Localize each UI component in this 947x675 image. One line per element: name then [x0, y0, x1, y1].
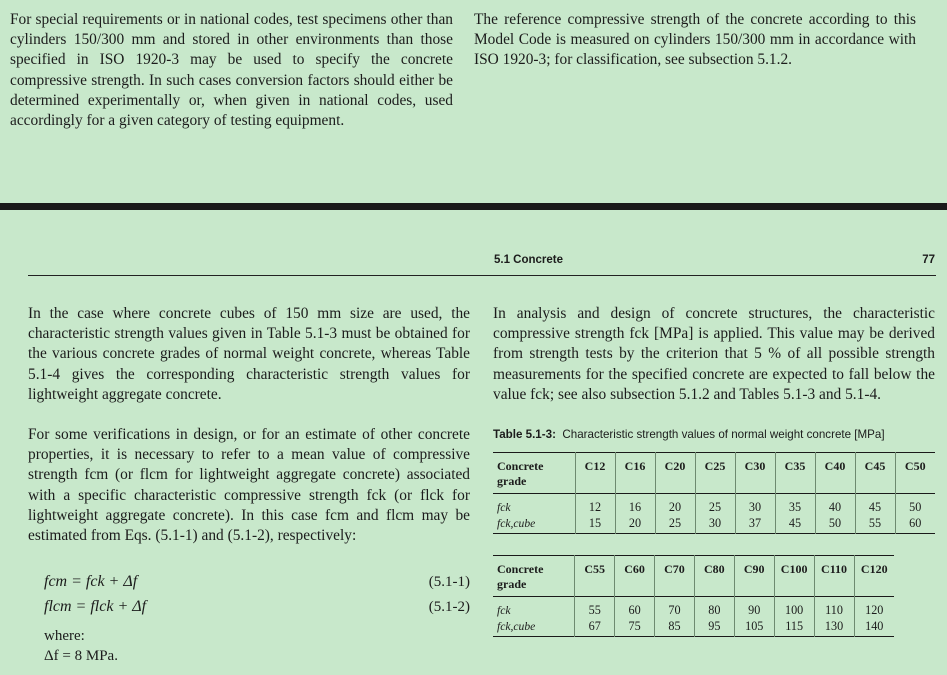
fck-cube-value: 105 — [745, 618, 764, 633]
equation-5-1-2: flcm = flck + Δf — [44, 598, 147, 615]
grade-cell: C16 — [615, 453, 655, 494]
row-label-fck: fck — [497, 604, 511, 617]
header-rule — [28, 275, 936, 276]
equation-number-5-1-1: (5.1-1) — [428, 574, 470, 590]
row-label-fck: fck — [497, 501, 511, 514]
fck-cube-value: 60 — [909, 515, 922, 530]
cube-paragraph: In the case where concrete cubes of 150 mm size are used, the characteristic strength values given in Table 5.1-3 must be obtained for the various concrete grades of normal weight concrete, whereas Table 5.1-4 gives the corresponding characteristic strength values for lightweight aggregate concrete. — [28, 305, 470, 403]
grade-cell: C70 — [655, 556, 695, 597]
top-left-paragraph: For special requirements or in national codes, test specimens other than cylinders 150/300 mm and stored in other environments than those specified in ISO 1920-3 may be used to specify the concrete compressive strength. In such cases conversion factors should either be determined experimentally or, when given in national codes, used accordingly for a given category of testing equipment. — [10, 11, 453, 130]
table-caption — [493, 428, 885, 441]
page-number: 77 — [922, 254, 935, 266]
grade-cell: C55 — [575, 556, 615, 597]
value-cell — [694, 597, 734, 637]
grade-cell: C120 — [854, 556, 894, 597]
value-cell — [814, 597, 854, 637]
top-right-paragraph: The reference compressive strength of the concrete according to this Model Code is measured on cylinders 150/300 mm in accordance with ISO 1920-3; for classification, see subsection 5.1.2. — [474, 11, 916, 69]
characteristic-strength-paragraph: In analysis and design of concrete structures, the characteristic compressive strength fck [MPa] is applied. This value may be derived from strength tests by the criterion that 5 % of all possible strength measurements for the specified concrete are expected to fall below the value fck; see also subsection 5.1.2 and Tables 5.1-3 and 5.1-4. — [493, 305, 935, 403]
fck-value: 12 — [588, 500, 602, 514]
strength-table-part-2 — [493, 555, 894, 637]
value-cell — [615, 597, 655, 637]
fck-cube-value: 67 — [588, 618, 601, 633]
fck-cube-value: 30 — [708, 515, 722, 530]
row-label-fck-cube: fck,cube — [497, 516, 536, 530]
grade-cell: C90 — [734, 556, 774, 597]
strength-table-part-1 — [493, 452, 935, 534]
value-cell — [815, 494, 855, 534]
fck-value: 60 — [628, 603, 641, 617]
fck-value: 25 — [708, 500, 722, 514]
grade-cell: C80 — [694, 556, 734, 597]
grade-cell: C40 — [815, 453, 855, 494]
table-header-row — [493, 556, 894, 597]
section-heading: 5.1 Concrete — [494, 254, 564, 266]
fck-value: 110 — [825, 603, 843, 617]
fck-value: 35 — [788, 500, 802, 514]
row-header-concrete-grade: Concrete grade — [497, 459, 544, 488]
fck-value: 100 — [784, 603, 804, 617]
value-cell — [655, 494, 695, 534]
value-cell — [575, 494, 615, 534]
grade-cell: C20 — [655, 453, 695, 494]
where-label: where: — [44, 628, 85, 644]
table-value-row — [493, 494, 935, 534]
fck-value: 30 — [748, 500, 762, 514]
value-cell — [855, 494, 895, 534]
fck-value: 120 — [865, 603, 884, 617]
fck-cube-value: 15 — [588, 515, 602, 530]
table-header-row — [493, 453, 935, 494]
grade-cell: C35 — [775, 453, 815, 494]
fck-value: 16 — [628, 500, 642, 514]
mean-strength-paragraph: For some verifications in design, or for an estimate of other concrete properties, it is necessary to refer to a mean value of compressive strength fcm (or flcm for lightweight aggregate concrete) associated with a specific characteristic compressive strength fck (or flck for lightweight aggregate concrete). In this case fcm and flcm may be estimated from Eqs. (5.1-1) and (5.1-2), respectively: — [28, 426, 470, 545]
grade-cell: C110 — [814, 556, 854, 597]
fck-cube-value: 95 — [708, 618, 721, 633]
table-value-row — [493, 597, 894, 637]
fck-value: 90 — [748, 603, 761, 617]
grade-cell: C60 — [615, 556, 655, 597]
grade-cell: C100 — [774, 556, 814, 597]
grade-cell: C12 — [575, 453, 615, 494]
grade-cell: C30 — [735, 453, 775, 494]
row-labels — [493, 597, 575, 637]
value-cell — [655, 597, 695, 637]
value-cell — [734, 597, 774, 637]
equation-5-1-1: fcm = fck + Δf — [44, 573, 138, 590]
equation-number-5-1-2: (5.1-2) — [428, 599, 470, 615]
grade-cell: C45 — [855, 453, 895, 494]
value-cell — [615, 494, 655, 534]
fck-cube-value: 20 — [628, 515, 642, 530]
value-cell — [695, 494, 735, 534]
fck-cube-value: 130 — [824, 618, 844, 633]
value-cell — [854, 597, 894, 637]
fck-value: 40 — [828, 500, 842, 514]
row-header-concrete-grade: Concrete grade — [497, 562, 544, 591]
fck-cube-value: 45 — [788, 515, 802, 530]
fck-value: 45 — [868, 500, 882, 514]
fck-value: 20 — [668, 500, 682, 514]
value-cell — [895, 494, 935, 534]
fck-cube-value: 85 — [668, 618, 681, 633]
value-cell — [775, 494, 815, 534]
value-cell — [575, 597, 615, 637]
fck-value: 70 — [668, 603, 681, 617]
fck-cube-value: 37 — [748, 515, 762, 530]
fck-cube-value: 140 — [865, 618, 884, 633]
grade-cell: C25 — [695, 453, 735, 494]
fck-cube-value: 50 — [828, 515, 842, 530]
fck-value: 50 — [909, 500, 922, 514]
table-caption-text: Characteristic strength values of normal weight concrete [MPa] — [562, 428, 885, 441]
fck-value: 55 — [588, 603, 601, 617]
table-caption-label: Table 5.1-3: — [493, 428, 556, 441]
grade-cell: C50 — [895, 453, 935, 494]
delta-definition: Δf = 8 MPa. — [44, 648, 118, 664]
fck-cube-value: 25 — [668, 515, 682, 530]
row-label-fck-cube: fck,cube — [497, 619, 536, 633]
fck-cube-value: 75 — [628, 618, 641, 633]
value-cell — [735, 494, 775, 534]
fck-cube-value: 115 — [785, 618, 804, 633]
value-cell — [774, 597, 814, 637]
page-divider — [0, 203, 947, 210]
fck-value: 80 — [708, 603, 721, 617]
fck-cube-value: 55 — [868, 515, 882, 530]
row-labels — [493, 494, 575, 534]
